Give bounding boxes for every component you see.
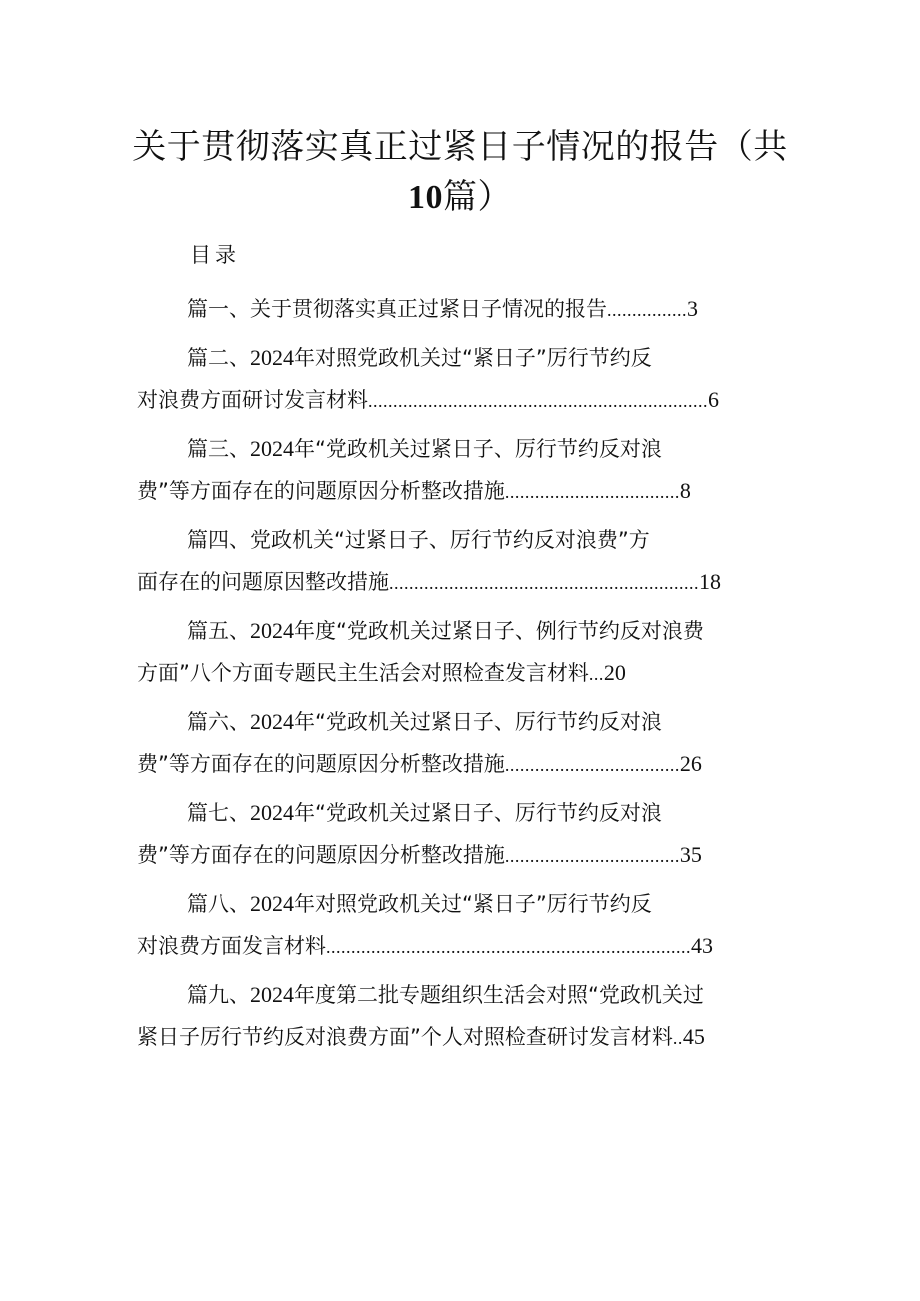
toc-entry-text: 篇三、2024年“党政机关过紧日子、厉行节约反对浪	[187, 436, 662, 461]
toc-entry-text: 篇一、关于贯彻落实真正过紧日子情况的报告	[187, 297, 607, 321]
toc-entry[interactable]	[137, 701, 787, 785]
toc-entry-line	[137, 470, 787, 512]
toc-entry-text: 篇五、2024年度“党政机关过紧日子、例行节约反对浪费	[187, 618, 704, 643]
toc-leader-dots: .........................................................................	[326, 937, 691, 957]
toc-entry-text: 对浪费方面发言材料	[137, 934, 326, 958]
toc-entry-line	[137, 974, 787, 1016]
toc-entry-text: 篇九、2024年度第二批专题组织生活会对照“党政机关过	[187, 982, 704, 1007]
toc-page-number: 6	[708, 387, 719, 412]
toc-entry-line	[137, 701, 787, 743]
title-suffix: 篇）	[443, 177, 512, 217]
table-of-contents	[137, 288, 787, 1065]
toc-leader-dots: ................	[607, 300, 687, 320]
toc-entry-line	[137, 652, 787, 694]
toc-entry-line	[137, 743, 787, 785]
title-count: 10	[408, 179, 443, 216]
toc-entry-text: 篇六、2024年“党政机关过紧日子、厉行节约反对浪	[187, 709, 662, 734]
toc-page-number: 8	[679, 478, 691, 503]
toc-page-number: 18	[699, 569, 721, 594]
toc-entry-line	[137, 379, 787, 421]
toc-entry-text: 篇七、2024年“党政机关过紧日子、厉行节约反对浪	[187, 800, 662, 825]
toc-entry[interactable]	[137, 974, 787, 1058]
toc-entry[interactable]	[137, 883, 787, 967]
document-title	[120, 122, 800, 223]
toc-entry-text: 费”等方面存在的问题原因分析整改措施	[137, 843, 505, 867]
toc-leader-dots: ...................................	[504, 755, 680, 775]
toc-page-number: 43	[691, 933, 713, 958]
toc-leader-dots: ..............................................................	[389, 573, 699, 593]
toc-entry-line	[137, 792, 787, 834]
toc-page-number: 20	[603, 660, 626, 685]
toc-entry[interactable]	[137, 610, 787, 694]
toc-entry-text: 篇四、党政机关“过紧日子、厉行节约反对浪费”方	[187, 528, 650, 552]
toc-entry-line	[137, 925, 787, 967]
toc-page-number: 45	[682, 1024, 705, 1049]
toc-entry[interactable]	[137, 792, 787, 876]
toc-entry-line	[137, 288, 787, 330]
toc-entry-text: 篇八、2024年对照党政机关过“紧日子”厉行节约反	[187, 891, 652, 916]
toc-leader-dots: ....................................................................	[368, 391, 708, 411]
toc-page-number: 3	[687, 296, 698, 321]
toc-page-number: 35	[679, 842, 702, 867]
toc-heading: 目录	[190, 243, 240, 267]
toc-entry-line	[137, 1016, 787, 1058]
toc-entry-line	[137, 561, 787, 603]
toc-entry-line	[137, 519, 787, 561]
toc-entry-text: 费”等方面存在的问题原因分析整改措施	[137, 479, 505, 503]
toc-leader-dots: ...................................	[504, 482, 680, 502]
toc-entry-line	[137, 337, 787, 379]
toc-entry-text: 篇二、2024年对照党政机关过“紧日子”厉行节约反	[187, 345, 652, 370]
toc-entry-line	[137, 428, 787, 470]
toc-entry-text: 对浪费方面研讨发言材料	[137, 388, 368, 412]
toc-leader-dots: ...	[588, 664, 604, 684]
title-line-2	[120, 172, 800, 223]
toc-leader-dots: ..	[672, 1028, 683, 1048]
toc-entry-text: 紧日子厉行节约反对浪费方面”个人对照检查研讨发言材料	[137, 1025, 673, 1049]
toc-page-number: 26	[679, 751, 702, 776]
toc-entry[interactable]	[137, 337, 787, 421]
toc-leader-dots: ...................................	[504, 846, 680, 866]
toc-entry-text: 面存在的问题原因整改措施	[137, 570, 389, 594]
toc-entry[interactable]	[137, 519, 787, 603]
toc-entry-line	[137, 883, 787, 925]
toc-entry[interactable]	[137, 288, 787, 330]
toc-entry-text: 方面”八个方面专题民主生活会对照检查发言材料	[137, 661, 589, 685]
toc-entry-line	[137, 610, 787, 652]
toc-entry[interactable]	[137, 428, 787, 512]
toc-entry-line	[137, 834, 787, 876]
toc-entry-text: 费”等方面存在的问题原因分析整改措施	[137, 752, 505, 776]
title-line-1: 关于贯彻落实真正过紧日子情况的报告（共	[132, 127, 788, 167]
